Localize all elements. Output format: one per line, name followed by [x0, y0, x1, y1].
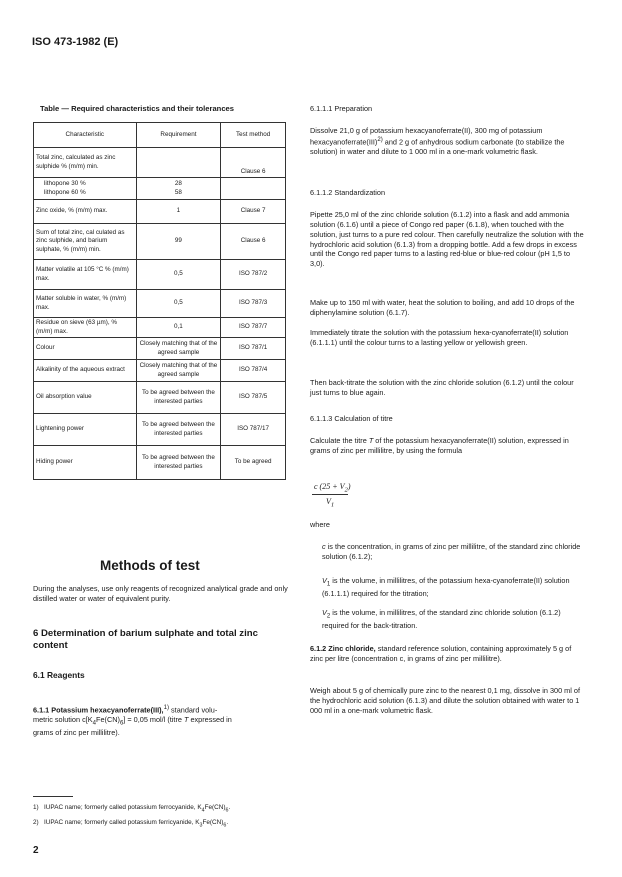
subscript: 1	[330, 501, 335, 509]
cell-requirement: Closely matching that of the agreed sample	[136, 360, 221, 382]
col-header-test-method: Test method	[221, 123, 286, 148]
table-row	[34, 360, 286, 382]
section-6-1-1-2-text: Pipette 25,0 ml of the zinc chloride solution (6.1.2) into a flask and add ammonia solution (6.1.6) until a piece of Congo red paper (6.1.8), when touched with the solution, just turns to a pure red colour. Then carefully neutralize the solution with the hydrochloric acid solution (6.1.3) from a dropping bottle. Add a few drops in excess until the Congo red paper turns to a lasting red-blue or blue-red colour (pH 1,5 to 3,0).	[310, 210, 584, 269]
section-6-1-title: 6.1 Reagents	[33, 670, 85, 680]
paragraph-boil: Make up to 150 ml with water, heat the solution to boiling, and add 10 drops of the diphenylamine solution (6.1.7).	[310, 298, 575, 317]
cell-characteristic: Lightening power	[34, 414, 137, 446]
paragraph-titrate: Immediately titrate the solution with the potassium hexa-cyanoferrate(II) solution (6.1.1.1) until the colour turns to a lasting yellow or yellowish green.	[310, 328, 569, 347]
table-row	[34, 382, 286, 414]
punct: .	[228, 804, 231, 811]
text-fragment: ] = 0,05 mol/l (titre	[123, 715, 184, 725]
section-6-1-2-head: 6.1.2 Zinc chloride,	[310, 644, 376, 653]
section-6-1-1-1-text	[310, 126, 585, 157]
footnote-1	[33, 804, 293, 813]
where-label: where	[310, 520, 330, 529]
text-fragment: )	[347, 482, 351, 491]
text-fragment: metric solution c[K	[33, 715, 93, 725]
section-6-title: 6 Determination of barium sulphate and total zinc content	[33, 628, 258, 651]
footnote-rule	[33, 796, 73, 797]
cell-characteristic: Alkalinity of the aqueous extract	[34, 360, 137, 382]
table-row	[34, 338, 286, 360]
text-fragment: is the volume, in millilitres, of the potassium hexa-cyanoferrate(II) solution (6.1.1.1) required for the titration;	[322, 576, 570, 598]
section-6-1-1-head: 6.1.1 Potassium hexacyanoferrate(III),	[33, 705, 164, 715]
footnote-ref-1: 1)	[163, 704, 169, 711]
subscript: 6	[223, 822, 227, 829]
section-6-1-1-3-title: 6.1.1.3 Calculation of titre	[310, 414, 393, 423]
symbol: c	[322, 542, 326, 551]
table-header-row	[34, 123, 286, 148]
cell-test-method: ISO 787/4	[221, 360, 286, 382]
cell-requirement: To be agreed between the interested parties	[136, 446, 221, 480]
cell-test-method: ISO 787/7	[221, 318, 286, 338]
text-fragment: is the volume, in millilitres, of the standard zinc chloride solution (6.1.2) required for the back-titration.	[322, 608, 561, 630]
formula-numerator	[314, 482, 351, 494]
cell-test-method: ISO 787/3	[221, 290, 286, 318]
cell-test-method: ISO 787/2	[221, 260, 286, 290]
section-6-1-2-text: Weigh about 5 g of chemically pure zinc to the nearest 0,1 mg, dissolve in 300 ml of the hydrochloric acid solution (6.1.3) and dilute the solution obtained with water to 1 000 ml in a one-mark volumetric flask.	[310, 686, 580, 715]
methods-title: Methods of test	[100, 558, 200, 573]
section-6-1-1-3-text	[310, 436, 585, 456]
cell-test-method: To be agreed	[221, 446, 286, 480]
cell-characteristic: Oil absorption value	[34, 382, 137, 414]
section-6-1-1-2-title: 6.1.1.2 Standardization	[310, 188, 386, 197]
definition-v1	[322, 576, 585, 599]
cell-test-method: Clause 7	[221, 200, 286, 224]
cell-requirement: 28 58	[136, 178, 221, 200]
cell-characteristic: Total zinc, calculated as zinc sulphide % (m/m) min.	[34, 148, 137, 178]
cell-requirement: 0,5	[136, 290, 221, 318]
table-row	[34, 224, 286, 260]
definition-v2	[322, 608, 585, 631]
footnote-number: 1)	[33, 804, 39, 811]
cell-characteristic: Sum of total zinc, cal culated as zinc sulphide, and barium sulphate, % (m/m) min.	[34, 224, 137, 260]
subscript: 1	[326, 580, 331, 588]
footnote-text: IUPAC name; formerly called potassium ferricyanide, K	[44, 819, 200, 826]
requirements-table	[33, 122, 286, 480]
cell-requirement: 0,1	[136, 318, 221, 338]
subscript: 4	[201, 807, 205, 814]
text-fragment: Calculate the titre	[310, 436, 369, 445]
punct: .	[226, 819, 229, 826]
cell-requirement: 0,5	[136, 260, 221, 290]
text-fragment: grams of zinc per millilitre).	[33, 727, 120, 737]
table-row	[34, 178, 286, 200]
paragraph-back-titrate: Then back-titrate the solution with the zinc chloride solution (6.1.2) until the colour just turns to blue again.	[310, 378, 574, 397]
cell-requirement: To be agreed between the interested parties	[136, 382, 221, 414]
text-fragment: Fe(CN)	[96, 715, 120, 725]
titre-symbol: T	[183, 715, 189, 725]
cell-requirement: 99	[136, 224, 221, 260]
cell-test-method: Clause 6	[221, 148, 286, 178]
cell-characteristic: lithopone 30 % lithopone 60 %	[34, 178, 137, 200]
table-row	[34, 200, 286, 224]
footnote-text: IUPAC name; formerly called potassium ferrocyanide, K	[44, 804, 202, 811]
page-header: ISO 473-1982 (E)	[32, 36, 119, 48]
table-title: Table — Required characteristics and their tolerances	[40, 104, 234, 113]
titre-symbol: T	[368, 436, 374, 445]
cell-characteristic: Zinc oxide, % (m/m) max.	[34, 200, 137, 224]
cell-requirement	[136, 148, 221, 178]
footnote-ref-2: 2)	[377, 135, 383, 143]
page-number: 2	[33, 845, 39, 856]
subscript: 4	[92, 719, 97, 727]
symbol: V	[322, 576, 327, 585]
table-row	[34, 318, 286, 338]
cell-characteristic: Hiding power	[34, 446, 137, 480]
footnote-2	[33, 819, 293, 828]
symbol: V	[322, 608, 327, 617]
section-6-1-1-1-title: 6.1.1.1 Preparation	[310, 104, 373, 113]
subscript: 3	[199, 822, 203, 829]
cell-requirement: Closely matching that of the agreed sample	[136, 338, 221, 360]
table-row	[34, 446, 286, 480]
subscript: 2	[344, 486, 348, 494]
cell-characteristic: Matter soluble in water, % (m/m) max.	[34, 290, 137, 318]
text-fragment: of the potassium hexacyanoferrate(II) solution, expressed in grams of zinc per millilitre, by using the formula	[310, 436, 569, 455]
cell-requirement: To be agreed between the interested parties	[136, 414, 221, 446]
text-fragment: expressed in	[188, 715, 232, 725]
table-row	[34, 414, 286, 446]
footnote-number: 2)	[33, 819, 39, 826]
text-fragment: V	[326, 497, 331, 506]
cell-characteristic: Colour	[34, 338, 137, 360]
cell-test-method: ISO 787/17	[221, 414, 286, 446]
section-6-1-1-rest: standard volu-	[169, 705, 218, 715]
definition-c	[322, 542, 585, 562]
subscript: 6	[225, 807, 229, 814]
table-row	[34, 290, 286, 318]
text-fragment: Dissolve 21,0 g of potassium hexacyanoferrate(II), 300 mg of potassium hexacyanoferrate(III)	[310, 126, 543, 147]
col-header-requirement: Requirement	[136, 123, 221, 148]
table-row	[34, 148, 286, 178]
col-header-characteristic: Characteristic	[34, 123, 137, 148]
cell-test-method	[221, 178, 286, 200]
subscript: 2	[326, 612, 331, 620]
subscript: 6	[119, 719, 124, 727]
methods-intro: During the analyses, use only reagents of recognized analytical grade and only distilled water or water of equivalent purity.	[33, 584, 288, 603]
footnote-text: Fe(CN)	[202, 819, 224, 826]
text-fragment: is the concentration, in grams of zinc per millilitre, of the standard zinc chloride solution (6.1.2);	[322, 542, 581, 561]
cell-test-method: ISO 787/5	[221, 382, 286, 414]
formula-denominator	[326, 497, 334, 509]
cell-test-method: ISO 787/1	[221, 338, 286, 360]
table-row	[34, 260, 286, 290]
cell-test-method: Clause 6	[221, 224, 286, 260]
cell-requirement: 1	[136, 200, 221, 224]
text-fragment: standard reference solution, containing approximately 5 g of zinc per litre (concentration c, in grams of zinc per millilitre).	[310, 644, 572, 663]
text-fragment: and 2 g of anhydrous sodium carbonate (to stabilize the solution) in water and dilute to 1 000 ml in a one-mark volumetric flask.	[310, 137, 565, 157]
footnote-text: Fe(CN)	[204, 804, 226, 811]
formula-fraction-line	[312, 494, 348, 495]
text-fragment: c (25 + V	[314, 482, 345, 491]
section-6-1-2	[310, 644, 585, 664]
section-6-1-1	[33, 704, 288, 738]
cell-characteristic: Matter volatile at 105 °C % (m/m) max.	[34, 260, 137, 290]
cell-characteristic: Residue on sieve (63 µm), % (m/m) max.	[34, 318, 137, 338]
